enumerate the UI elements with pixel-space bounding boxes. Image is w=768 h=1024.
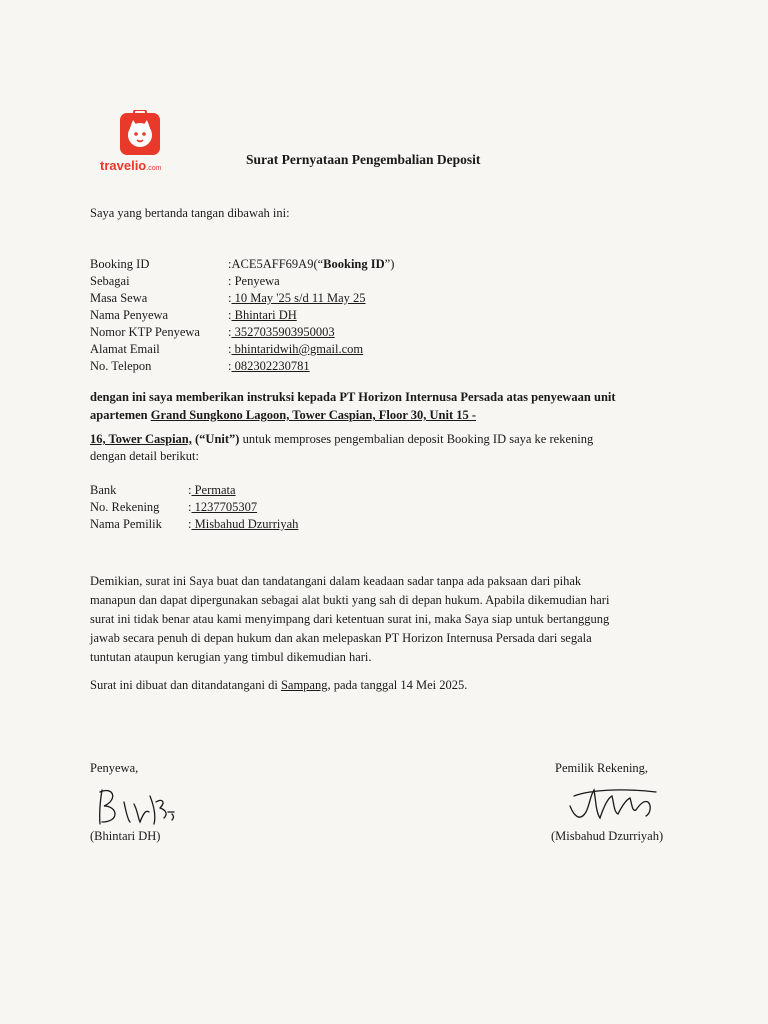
owner-name: (Misbahud Dzurriyah)	[551, 829, 664, 843]
field-label-email: Alamat Email	[90, 342, 160, 356]
field-value-email: : bhintaridwih@gmail.com	[228, 342, 364, 356]
account-number-value: : 1237705307	[188, 500, 258, 514]
field-value-telepon: : 082302230781	[228, 359, 310, 373]
account-owner-value: : Misbahud Dzurriyah	[188, 517, 299, 531]
owner-role: Pemilik Rekening,	[555, 761, 649, 775]
travelio-logo	[100, 110, 180, 175]
closing-line-4: jawab secara penuh di depan hukum dan akan melepaskan PT Horizon Internusa Persada dari segala	[90, 631, 592, 645]
instruction-line-4: dengan detail berikut:	[90, 449, 199, 463]
signed-statement: Surat ini dibuat dan ditandatangani di Sampang, pada tanggal 14 Mei 2025.	[90, 678, 468, 692]
tenant-role: Penyewa,	[90, 761, 139, 775]
bank-value: : Permata	[188, 483, 236, 497]
logo-brand-text: travelio	[100, 158, 147, 173]
owner-signature	[560, 776, 670, 828]
tenant-signature	[94, 782, 184, 832]
closing-line-5: tuntutan ataupun kerugian yang timbul dikemudian hari.	[90, 650, 372, 664]
document-title: Surat Pernyataan Pengembalian Deposit	[246, 152, 481, 167]
tenant-name: (Bhintari DH)	[90, 829, 161, 843]
field-value-nama-penyewa: : Bhintari DH	[228, 308, 297, 322]
field-label-ktp: Nomor KTP Penyewa	[90, 325, 200, 339]
field-label-masa-sewa: Masa Sewa	[90, 291, 148, 305]
account-owner-label: Nama Pemilik	[90, 517, 162, 531]
field-value-sebagai: : Penyewa	[228, 274, 280, 288]
field-label-booking-id: Booking ID	[90, 257, 150, 271]
field-label-nama-penyewa: Nama Penyewa	[90, 308, 169, 322]
closing-line-1: Demikian, surat ini Saya buat dan tandatangani dalam keadaan sadar tanpa ada paksaan dari pihak	[90, 574, 582, 588]
bank-label: Bank	[90, 483, 117, 497]
closing-line-3: surat ini tidak benar atau kami menyimpang dari ketentuan surat ini, maka Saya siap untuk bertanggung	[90, 612, 610, 626]
field-label-telepon: No. Telepon	[90, 359, 152, 373]
intro-text: Saya yang bertanda tangan dibawah ini:	[90, 206, 290, 220]
instruction-line-3: 16, Tower Caspian, (“Unit”) untuk memproses pengembalian deposit Booking ID saya ke rekening	[90, 432, 594, 446]
instruction-line-2: apartemen Grand Sungkono Lagoon, Tower Caspian, Floor 30, Unit 15 -	[90, 408, 477, 422]
instruction-line-1: dengan ini saya memberikan instruksi kepada PT Horizon Internusa Persada atas penyewaan unit	[90, 390, 616, 404]
account-number-label: No. Rekening	[90, 500, 160, 514]
closing-line-2: manapun dan dapat dipergunakan sebagai alat bukti yang sah di depan hukum. Apabila dikemudian hari	[90, 593, 610, 607]
field-label-sebagai: Sebagai	[90, 274, 130, 288]
logo-brand-suffix: .com	[146, 165, 162, 172]
field-value-booking-id: :ACE5AFF69A9(“Booking ID”)	[228, 257, 395, 271]
field-value-ktp: : 3527035903950003	[228, 325, 335, 339]
field-value-masa-sewa: : 10 May '25 s/d 11 May 25	[228, 291, 366, 305]
suitcase-cat-icon	[100, 110, 180, 158]
